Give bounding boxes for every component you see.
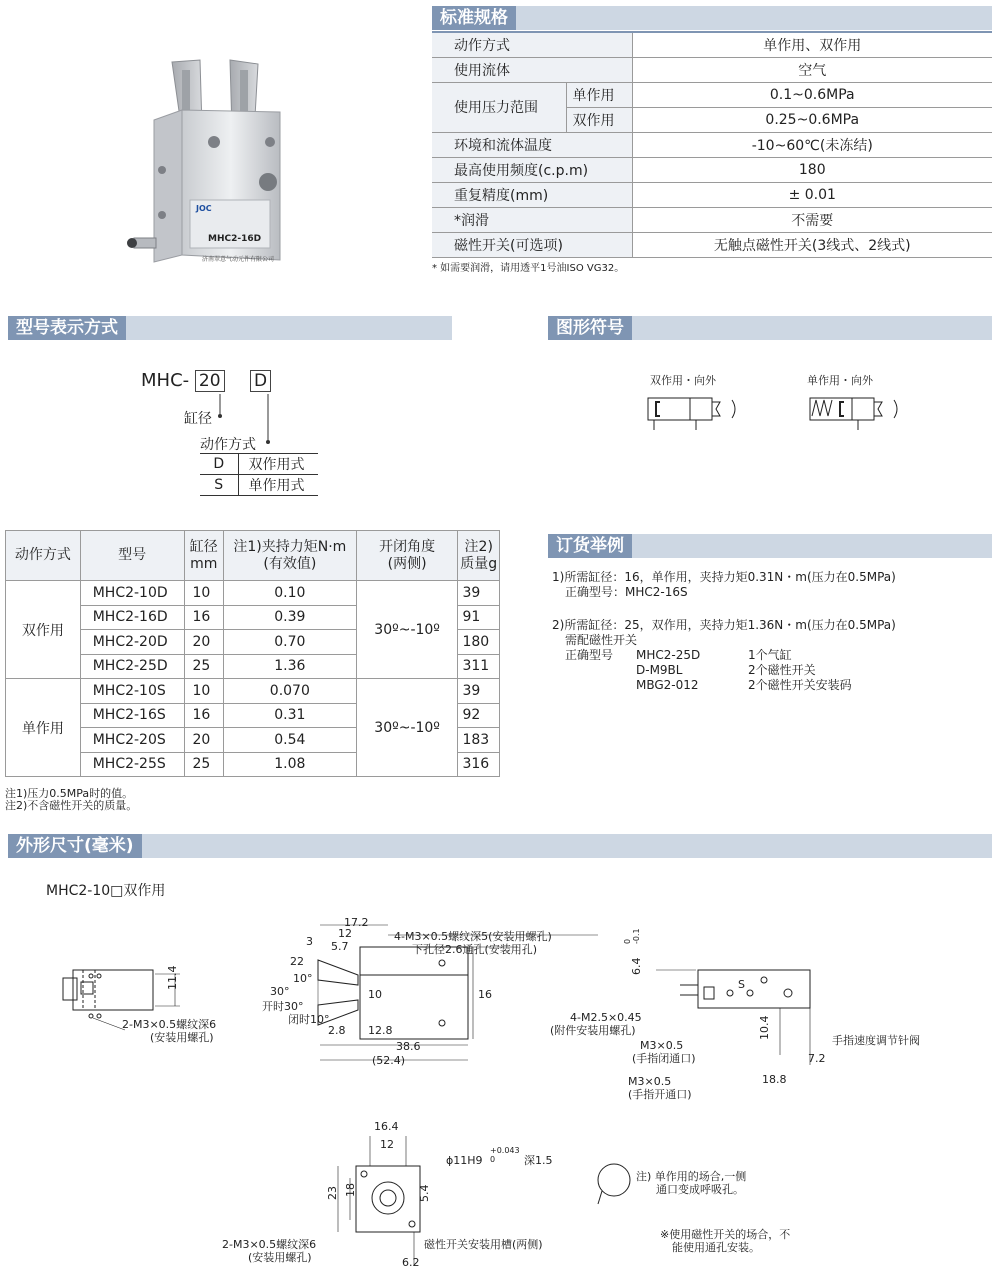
spec-value: 180 xyxy=(632,157,992,182)
dim-22: 22 xyxy=(290,955,304,968)
note-switch2: 能使用通孔安装。 xyxy=(672,1241,760,1254)
order-item xyxy=(636,648,852,663)
product-maker: 济南翠意气动元件有限公司 xyxy=(202,256,275,263)
code-meaning: 双作用式 xyxy=(248,457,305,473)
dim-m3b2: (手指开通口) xyxy=(628,1088,692,1101)
spec-key: 磁性开关(可选项) xyxy=(432,232,632,257)
dim-open: 开时30° xyxy=(262,1000,304,1013)
action-code-table xyxy=(200,453,318,496)
dim-128: 12.8 xyxy=(368,1024,393,1037)
spec-key: 最高使用频度(c.p.m) xyxy=(432,157,632,182)
spec-row xyxy=(432,207,992,232)
code-row xyxy=(200,454,318,475)
symbol-section-title: 图形符号 xyxy=(548,316,632,340)
spec-value: 无触点磁性开关(3线式、2线式) xyxy=(632,232,992,257)
spec-key: 环境和流体温度 xyxy=(432,132,632,157)
code-letter: S xyxy=(200,475,238,496)
dim-164: 16.4 xyxy=(374,1120,399,1133)
mass-value: 39 xyxy=(458,679,500,704)
mass-value: 316 xyxy=(458,752,500,777)
bore-label: 缸径 xyxy=(184,411,212,427)
bore-value: 25 xyxy=(184,752,223,777)
model-name: MHC2-25D xyxy=(80,654,184,679)
code-letter: D xyxy=(200,454,238,475)
dim-m3a: M3×0.5 xyxy=(640,1039,684,1052)
spec-row xyxy=(432,32,992,57)
model-name: MHC2-20S xyxy=(80,728,184,753)
bore-value: 10 xyxy=(184,679,223,704)
dim-104: 10.4 xyxy=(758,1015,771,1040)
torque-value: 0.070 xyxy=(223,679,356,704)
dim-s-mark: S xyxy=(738,978,745,991)
model-name: MHC2-10S xyxy=(80,679,184,704)
spec-row xyxy=(432,82,992,107)
dim-10deg: 10° xyxy=(293,972,313,985)
model-section-header xyxy=(8,316,452,340)
spec-key: 重复精度(mm) xyxy=(432,182,632,207)
dim-172: 17.2 xyxy=(344,916,369,929)
torque-value: 0.70 xyxy=(223,630,356,655)
order-part: MBG2-012 xyxy=(636,678,699,692)
order-desc: 2个磁性开关安装码 xyxy=(748,678,852,692)
spec-row xyxy=(432,182,992,207)
symbol-double xyxy=(644,390,744,440)
dim-holes-bottom: 2-M3×0.5螺纹深6 xyxy=(222,1238,317,1251)
spec-key: 使用流体 xyxy=(432,57,632,82)
model-table-note-2: 注2)不含磁性开关的质量。 xyxy=(5,799,138,812)
dim-m3b: M3×0.5 xyxy=(628,1075,672,1088)
note-single: 注) 单作用的场合,一侧 xyxy=(636,1170,747,1183)
action-label: 动作方式 xyxy=(200,437,256,453)
symbol-double-label: 双作用・向外 xyxy=(650,374,716,387)
dim-phi-tol: +0.043 0 xyxy=(490,1146,520,1164)
spec-footnote: * 如需要润滑，请用透平1号油ISO VG32。 xyxy=(432,263,625,274)
product-brand: JOC xyxy=(196,204,212,213)
dim-m25: 4-M2.5×0.45 xyxy=(570,1011,642,1024)
model-table-header: 动作方式 xyxy=(6,531,81,581)
model-bore-box: 20 xyxy=(195,370,225,392)
model-code xyxy=(141,370,271,392)
product-model-label: MHC2-16D xyxy=(208,234,262,244)
dim-holes-left2: (安装用螺孔) xyxy=(150,1031,214,1044)
spec-row xyxy=(432,157,992,182)
order-ex2-line1: 2)所需缸径：25，双作用，夹持力矩1.36N・m(压力在0.5MPa) xyxy=(552,618,896,632)
order-desc: 1个气缸 xyxy=(748,648,792,662)
code-row xyxy=(200,475,318,496)
dim-holes-bottom2: (安装用螺孔) xyxy=(248,1251,312,1264)
dim-10: 10 xyxy=(368,988,382,1001)
spec-row xyxy=(432,132,992,157)
torque-value: 0.31 xyxy=(223,703,356,728)
torque-value: 1.08 xyxy=(223,752,356,777)
symbol-single-label: 单作用・向外 xyxy=(807,374,873,387)
mass-value: 183 xyxy=(458,728,500,753)
dim-386: 38.6 xyxy=(396,1040,421,1053)
dim-30deg: 30° xyxy=(270,985,290,998)
mass-value: 92 xyxy=(458,703,500,728)
dim-72: 7.2 xyxy=(808,1052,826,1065)
order-ex1-line1: 1)所需缸径：16，单作用，夹持力矩0.31N・m(压力在0.5MPa) xyxy=(552,570,896,584)
spec-row xyxy=(432,232,992,257)
model-prefix: MHC- xyxy=(141,370,190,391)
mass-value: 91 xyxy=(458,605,500,630)
dim-m3-top2: 下孔径2.6通孔(安装用孔) xyxy=(412,943,538,956)
model-table-header: 型号 xyxy=(80,531,184,581)
dim-18: 18 xyxy=(344,1183,357,1197)
torque-value: 0.10 xyxy=(223,581,356,606)
spec-table xyxy=(432,31,992,258)
model-table-note-1: 注1)压力0.5MPa时的值。 xyxy=(5,787,134,800)
dim-16: 16 xyxy=(478,988,492,1001)
order-ex2-line2: 需配磁性开关 xyxy=(565,633,638,647)
spec-section-header xyxy=(432,6,992,30)
bore-value: 20 xyxy=(184,630,223,655)
dim-114: 11.4 xyxy=(166,965,179,990)
order-examples xyxy=(552,570,896,693)
dim-m25b: (附件安装用螺孔) xyxy=(550,1024,636,1037)
mass-value: 180 xyxy=(458,630,500,655)
group-angle: 30º~-10º xyxy=(356,679,458,777)
model-name: MHC2-16S xyxy=(80,703,184,728)
order-item xyxy=(636,663,852,678)
model-table xyxy=(5,530,500,777)
model-name: MHC2-16D xyxy=(80,605,184,630)
dim-phi11: ϕ11H9 xyxy=(446,1154,483,1167)
dimension-model: MHC2-10□双作用 xyxy=(46,883,166,899)
group-angle: 30º~-10º xyxy=(356,581,458,679)
dim-m3-top: 4-M3×0.5螺纹深5(安装用螺孔) xyxy=(394,930,552,943)
torque-value: 0.54 xyxy=(223,728,356,753)
spec-key: 动作方式 xyxy=(432,32,632,57)
table-row xyxy=(6,581,500,606)
order-desc: 2个磁性开关 xyxy=(748,663,816,677)
symbol-single xyxy=(806,390,906,440)
bore-value: 16 xyxy=(184,605,223,630)
model-name: MHC2-20D xyxy=(80,630,184,655)
mass-value: 311 xyxy=(458,654,500,679)
spec-value: -10~60℃(未冻结) xyxy=(632,132,992,157)
spec-value: 不需要 xyxy=(632,207,992,232)
dim-depth: 深1.5 xyxy=(524,1154,553,1167)
torque-value: 0.39 xyxy=(223,605,356,630)
group-action: 单作用 xyxy=(6,679,81,777)
bore-value: 16 xyxy=(184,703,223,728)
order-section-title: 订货举例 xyxy=(548,534,632,558)
spec-value: 空气 xyxy=(632,57,992,82)
torque-value: 1.36 xyxy=(223,654,356,679)
spec-value: 0.1~0.6MPa xyxy=(632,82,992,107)
breather-icon xyxy=(594,1160,634,1210)
dim-524: (52.4) xyxy=(372,1054,406,1067)
model-table-header: 注2) 质量g xyxy=(458,531,500,581)
dim-23: 23 xyxy=(326,1186,339,1200)
note-switch: ※使用磁性开关的场合，不 xyxy=(660,1228,791,1241)
model-table-header: 开闭角度 (两侧) xyxy=(356,531,458,581)
order-part: MHC2-25D xyxy=(636,648,701,662)
spec-subkey: 单作用 xyxy=(566,82,632,107)
spec-key: *润滑 xyxy=(432,207,632,232)
dimension-section-header xyxy=(8,834,992,858)
order-part: D-M9BL xyxy=(636,663,683,677)
model-table-header: 缸径 mm xyxy=(184,531,223,581)
dim-28: 2.8 xyxy=(328,1024,346,1037)
order-ex2-label: 正确型号 xyxy=(565,648,614,662)
dim-close: 闭时10° xyxy=(288,1013,330,1026)
bore-value: 25 xyxy=(184,654,223,679)
spec-value: ± 0.01 xyxy=(632,182,992,207)
order-ex1-line2: 正确型号：MHC2-16S xyxy=(565,585,688,599)
dim-m3a2: (手指闭通口) xyxy=(632,1052,696,1065)
order-section-header xyxy=(548,534,992,558)
dim-holes-left: 2-M3×0.5螺纹深6 xyxy=(122,1018,217,1031)
dim-needle: 手指速度调节针阀 xyxy=(832,1034,920,1047)
table-row xyxy=(6,679,500,704)
dim-54: 5.4 xyxy=(418,1184,431,1202)
bore-value: 10 xyxy=(184,581,223,606)
dim-188: 18.8 xyxy=(762,1073,787,1086)
dim-12b: 12 xyxy=(380,1138,394,1151)
note-single2: 通口变成呼吸孔。 xyxy=(656,1183,744,1196)
model-table-header: 注1)夹持力矩N·m (有效值) xyxy=(223,531,356,581)
spec-key: 使用压力范围 xyxy=(432,82,566,132)
group-action: 双作用 xyxy=(6,581,81,679)
model-name: MHC2-10D xyxy=(80,581,184,606)
bore-value: 20 xyxy=(184,728,223,753)
dim-slot: 磁性开关安装用槽(两侧) xyxy=(424,1238,543,1251)
dim-57: 5.7 xyxy=(331,940,349,953)
spec-subkey: 双作用 xyxy=(566,107,632,132)
spec-value: 单作用、双作用 xyxy=(632,32,992,57)
dimension-section-title: 外形尺寸(毫米) xyxy=(8,834,142,858)
spec-row xyxy=(432,57,992,82)
model-section-title: 型号表示方式 xyxy=(8,316,126,340)
dim-3: 3 xyxy=(306,935,313,948)
order-item xyxy=(636,678,852,693)
mass-value: 39 xyxy=(458,581,500,606)
model-name: MHC2-25S xyxy=(80,752,184,777)
dim-64-tol: 0 -0.1 xyxy=(623,928,641,944)
dim-62: 6.2 xyxy=(402,1256,420,1269)
symbol-section-header xyxy=(548,316,992,340)
spec-section-title: 标准规格 xyxy=(432,6,516,30)
product-photo xyxy=(120,50,300,280)
dim-12: 12 xyxy=(338,927,352,940)
model-action-box: D xyxy=(250,370,271,392)
code-meaning: 单作用式 xyxy=(248,478,305,494)
dim-64: 6.4 xyxy=(630,957,643,975)
spec-value: 0.25~0.6MPa xyxy=(632,107,992,132)
